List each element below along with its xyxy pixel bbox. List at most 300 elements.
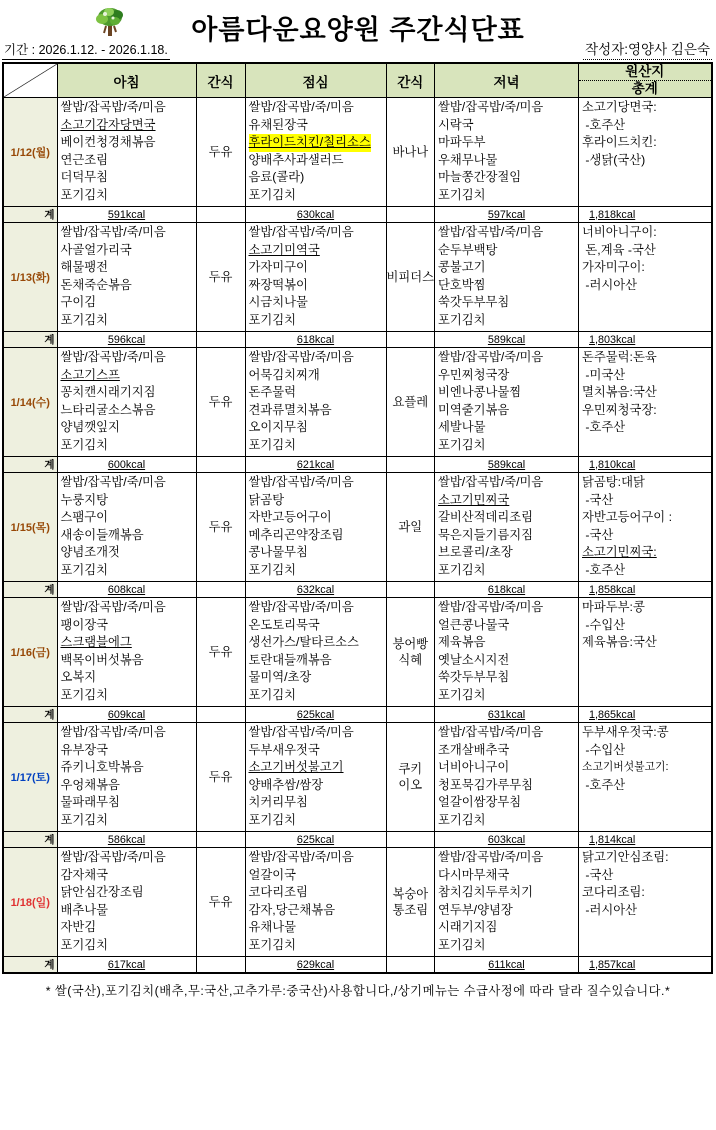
menu-line: 우채무나물 [438, 152, 498, 167]
origin-cell [579, 348, 712, 457]
menu-line: 감자채국 [60, 867, 109, 882]
menu-line: 양배추쌈/쌈장 [248, 777, 324, 792]
menu-line: 닭곰탕:대닭 [582, 475, 645, 489]
menu-line: 포기김치 [60, 687, 109, 702]
menu-line: -미국산 [582, 367, 626, 382]
menu-line: 스크램블에그 [60, 635, 132, 650]
total-kcal: 1,865kcal [579, 707, 712, 723]
dinner-menu [435, 98, 579, 207]
menu-line: 코다리조림: [582, 885, 645, 900]
snack2-cell [386, 598, 435, 707]
sum-row-sat [3, 832, 712, 848]
menu-line: 코다리조림 [248, 885, 308, 900]
menu-line: -호주산 [582, 777, 626, 792]
sum-label: 계 [3, 457, 57, 473]
menu-line: 너비아니구이: [582, 225, 657, 239]
menu-line: 양념깻잎지 [60, 420, 120, 435]
menu-line: 양배추사과샐러드 [248, 152, 344, 167]
menu-line: 포기김치 [60, 437, 109, 452]
empty-cell [386, 582, 435, 598]
menu-line: -호주산 [582, 562, 626, 577]
breakfast-kcal: 609kcal [57, 707, 196, 723]
menu-line: 쌀밥/잡곡밥/죽/미음 [60, 850, 166, 864]
date-label: 1/13(화) [10, 272, 50, 284]
menu-line: 돈주물럭 [248, 385, 297, 400]
menu-line: -국산 [582, 867, 614, 882]
lunch-kcal: 625kcal [245, 832, 386, 848]
menu-line: 포기김치 [248, 187, 297, 202]
menu-line: 쌀밥/잡곡밥/죽/미음 [248, 100, 354, 114]
menu-line: 너비아니구이 [438, 760, 510, 775]
table-header-row [3, 63, 712, 98]
menu-line: 쌀밥/잡곡밥/죽/미음 [60, 350, 166, 364]
total-kcal: 1,814kcal [579, 832, 712, 848]
dinner-kcal: 603kcal [435, 832, 579, 848]
menu-line: 자반고등어구이 [248, 510, 332, 525]
menu-line: 마파두부 [438, 135, 486, 150]
date-label: 1/14(수) [10, 397, 50, 409]
menu-line: 두유 [208, 770, 233, 784]
menu-line: 포기김치 [60, 937, 109, 952]
menu-line: 포기김치 [438, 437, 486, 452]
menu-line: -국산 [582, 527, 614, 542]
menu-line: 오이지무침 [248, 420, 308, 435]
menu-line: 물파래무침 [60, 795, 120, 810]
lunch-kcal: 618kcal [245, 332, 386, 348]
snack2-cell [386, 473, 435, 582]
lunch-kcal: 630kcal [245, 207, 386, 223]
menu-line: 소고기감자당면국 [60, 117, 156, 132]
menu-line: 후라이드치킨/칠리소스 [249, 134, 371, 152]
menu-line: 쌀밥/잡곡밥/죽/미음 [60, 600, 166, 614]
date-cell [3, 473, 57, 582]
col-header-breakfast: 아침 [57, 63, 196, 98]
menu-line: 소고기미역국 [248, 242, 320, 257]
menu-line: 제육볶음:국산 [582, 635, 657, 650]
empty-cell [196, 832, 245, 848]
menu-line: 양념조개젓 [60, 545, 120, 560]
menu-table [2, 62, 713, 974]
menu-line: 포기김치 [60, 312, 109, 327]
menu-line: 쑥갓두부무침 [438, 670, 510, 685]
date-label: 1/16(금) [10, 647, 50, 659]
date-label: 1/17(토) [10, 772, 50, 784]
menu-line: 쌀밥/잡곡밥/죽/미음 [60, 225, 166, 239]
menu-line: 순두부백탕 [438, 242, 498, 257]
menu-line: 소고기민찌국: [582, 545, 657, 560]
menu-line: 세발나물 [438, 420, 486, 435]
menu-line: 견과류멸치볶음 [248, 402, 332, 417]
sum-label: 계 [3, 332, 57, 348]
menu-line: 포기김치 [248, 687, 297, 702]
lunch-kcal: 632kcal [245, 582, 386, 598]
lunch-kcal: 629kcal [245, 957, 386, 974]
menu-line: 포기김치 [60, 187, 109, 202]
menu-line: -수입산 [582, 742, 626, 757]
menu-line: 쌀밥/잡곡밥/죽/미음 [438, 725, 544, 739]
dinner-menu [435, 848, 579, 957]
menu-line: 소고기스프 [60, 367, 120, 382]
menu-line: 포기김치 [60, 812, 109, 827]
breakfast-menu [57, 473, 196, 582]
menu-line: 포기김치 [60, 562, 109, 577]
date-label: 1/12(월) [10, 147, 50, 159]
menu-line: 소고기버섯불고기 [248, 760, 344, 775]
menu-line: 쌀밥/잡곡밥/죽/미음 [438, 850, 544, 864]
menu-line: 사골얼가리국 [60, 242, 132, 257]
snack1-cell [196, 98, 245, 207]
menu-line: 돈,계육 -국산 [582, 242, 656, 257]
origin-header-bottom: 총계 [631, 81, 658, 96]
menu-line: 소고기민찌국 [438, 492, 510, 507]
menu-line: 마파두부:콩 [582, 600, 645, 614]
menu-line: 두유 [208, 645, 233, 659]
empty-cell [386, 207, 435, 223]
empty-cell [386, 457, 435, 473]
dinner-kcal: 631kcal [435, 707, 579, 723]
menu-line: 포기김치 [438, 187, 486, 202]
snack1-cell [196, 348, 245, 457]
author-label: 작성자:영양사 김은숙 [583, 38, 712, 60]
menu-line: 쌀밥/잡곡밥/죽/미음 [438, 225, 544, 239]
day-row-tue [3, 223, 712, 332]
menu-line: 팽이장국 [60, 617, 109, 632]
menu-line: 짜장떡볶이 [248, 277, 308, 292]
menu-line: 연근조림 [60, 152, 109, 167]
menu-line: 두유 [208, 520, 233, 534]
menu-line: 얼갈이국 [248, 867, 297, 882]
menu-line: 닭고기안심조림: [582, 850, 669, 864]
menu-line: 가자미구이 [248, 260, 308, 275]
snack1-cell [196, 598, 245, 707]
menu-line: -호주산 [582, 117, 626, 132]
menu-line: 옛날소시지전 [438, 652, 510, 667]
dinner-kcal: 618kcal [435, 582, 579, 598]
menu-line: 갈비산적데리조림 [438, 510, 534, 525]
menu-line: 감자,당근채볶음 [248, 902, 336, 917]
footer-note: * 쌀(국산),포기김치(배추,무:국산,고추가루:중국산)사용합니다,/상기메뉴는 수급사정에 따라 달라 질수있습니다.* [45, 984, 671, 998]
lunch-kcal: 625kcal [245, 707, 386, 723]
snack1-cell [196, 473, 245, 582]
breakfast-menu [57, 98, 196, 207]
menu-line: 포기김치 [248, 437, 297, 452]
day-row-fri [3, 598, 712, 707]
menu-line: 두부새우젓국 [248, 742, 320, 757]
date-cell [3, 223, 57, 332]
menu-line: 더덕무침 [60, 170, 109, 185]
menu-line: -국산 [582, 492, 614, 507]
dinner-kcal: 611kcal [435, 957, 579, 974]
empty-cell [386, 332, 435, 348]
col-header-snack2: 간식 [386, 63, 435, 98]
day-row-sat [3, 723, 712, 832]
menu-line: 쌀밥/잡곡밥/죽/미음 [248, 600, 354, 614]
lunch-menu [245, 848, 386, 957]
breakfast-menu [57, 223, 196, 332]
menu-line: 포기김치 [438, 687, 486, 702]
breakfast-kcal: 591kcal [57, 207, 196, 223]
menu-line: 쌀밥/잡곡밥/죽/미음 [60, 725, 166, 739]
menu-line: 쌀밥/잡곡밥/죽/미음 [60, 100, 166, 114]
menu-line: -호주산 [582, 420, 626, 435]
page-title: 아름다운요양원 주간식단표 [191, 15, 525, 45]
menu-line: 포기김치 [438, 562, 486, 577]
menu-line: 닭안심간장조림 [60, 885, 144, 900]
empty-cell [386, 707, 435, 723]
menu-line: 포기김치 [248, 312, 297, 327]
menu-line: 시락국 [438, 117, 474, 132]
menu-line: 쌀밥/잡곡밥/죽/미음 [248, 350, 354, 364]
menu-line: 통조림 [392, 903, 429, 917]
menu-line: 단호박찜 [438, 277, 486, 292]
menu-line: 요플레 [392, 395, 429, 409]
sum-label: 계 [3, 207, 57, 223]
menu-line: 배추나물 [60, 902, 109, 917]
snack2-cell [386, 848, 435, 957]
menu-line: 조개살배추국 [438, 742, 510, 757]
menu-line: 다시마무채국 [438, 867, 510, 882]
col-header-dinner: 저녁 [435, 63, 579, 98]
sum-label: 계 [3, 582, 57, 598]
menu-line: 마늘쫑간장절임 [438, 170, 522, 185]
dinner-menu [435, 723, 579, 832]
menu-line: 우엉채볶음 [60, 777, 120, 792]
menu-line: 포기김치 [248, 812, 297, 827]
date-cell [3, 348, 57, 457]
dinner-kcal: 589kcal [435, 457, 579, 473]
menu-line: 백목이버섯볶음 [60, 652, 144, 667]
snack1-cell [196, 223, 245, 332]
breakfast-menu [57, 848, 196, 957]
menu-line: 포기김치 [438, 812, 486, 827]
sum-label: 계 [3, 832, 57, 848]
menu-line: 음료(콜라) [248, 170, 305, 185]
breakfast-kcal: 586kcal [57, 832, 196, 848]
menu-line: 묵은지들기름지짐 [438, 527, 534, 542]
dinner-menu [435, 598, 579, 707]
breakfast-kcal: 608kcal [57, 582, 196, 598]
day-row-thu [3, 473, 712, 582]
menu-line: 시금치나물 [248, 295, 308, 310]
col-header-origin [579, 63, 712, 98]
menu-line: 오복지 [60, 670, 97, 685]
menu-line: 과일 [398, 520, 423, 534]
empty-cell [386, 957, 435, 974]
date-cell [3, 98, 57, 207]
menu-line: 새송이들깨볶음 [60, 527, 144, 542]
date-cell [3, 848, 57, 957]
menu-line: 미역줄기볶음 [438, 402, 510, 417]
total-kcal: 1,803kcal [579, 332, 712, 348]
menu-line: 포기김치 [438, 937, 486, 952]
menu-line: 자반김 [60, 920, 97, 935]
origin-cell [579, 723, 712, 832]
col-header-snack1: 간식 [196, 63, 245, 98]
dinner-kcal: 597kcal [435, 207, 579, 223]
menu-line: 쌀밥/잡곡밥/죽/미음 [248, 225, 354, 239]
total-kcal: 1,818kcal [579, 207, 712, 223]
snack2-cell [386, 723, 435, 832]
menu-line: 소고기당면국: [582, 100, 657, 114]
menu-line: 생선가스/탈타르소스 [248, 635, 359, 650]
menu-line: 두유 [208, 395, 233, 409]
menu-line: 누룽지탕 [60, 492, 109, 507]
menu-line: 구이김 [60, 295, 97, 310]
menu-line: 포기김치 [248, 937, 297, 952]
menu-line: 포기김치 [438, 312, 486, 327]
breakfast-menu [57, 348, 196, 457]
page-header [0, 0, 716, 62]
lunch-menu [245, 348, 386, 457]
menu-line: 어묵김치찌개 [248, 367, 320, 382]
menu-line: 바나나 [392, 145, 429, 159]
breakfast-menu [57, 723, 196, 832]
menu-line: 붕어빵 [392, 637, 429, 651]
date-cell [3, 598, 57, 707]
lunch-menu [245, 598, 386, 707]
menu-line: 쌀밥/잡곡밥/죽/미음 [248, 725, 354, 739]
menu-line: 쿠키 [398, 762, 423, 776]
date-label: 1/15(목) [10, 522, 50, 534]
lunch-kcal: 621kcal [245, 457, 386, 473]
menu-line: 쌀밥/잡곡밥/죽/미음 [248, 850, 354, 864]
menu-line: -생닭(국산) [582, 152, 646, 167]
sum-label: 계 [3, 957, 57, 974]
breakfast-kcal: 617kcal [57, 957, 196, 974]
menu-line: 제육볶음 [438, 635, 486, 650]
sum-row-thu [3, 582, 712, 598]
menu-line: 자반고등어구이 : [582, 510, 673, 525]
menu-line: 베이컨청경채볶음 [60, 135, 156, 150]
period-label: 기간 : 2026.1.12. - 2026.1.18. [2, 40, 170, 60]
total-kcal: 1,858kcal [579, 582, 712, 598]
sum-row-mon [3, 207, 712, 223]
day-row-sun [3, 848, 712, 957]
menu-line: 비엔나콩나물찜 [438, 385, 522, 400]
sum-label: 계 [3, 707, 57, 723]
menu-line: 꽁치캔시래기지짐 [60, 385, 156, 400]
breakfast-kcal: 596kcal [57, 332, 196, 348]
menu-line: 이오 [398, 778, 423, 792]
menu-line: 콩불고기 [438, 260, 486, 275]
menu-line: 쑥갓두부무침 [438, 295, 510, 310]
snack1-cell [196, 723, 245, 832]
menu-line: 돈채죽순볶음 [60, 277, 132, 292]
lunch-menu [245, 223, 386, 332]
menu-line: 두유 [208, 895, 233, 909]
date-cell [3, 723, 57, 832]
breakfast-menu [57, 598, 196, 707]
origin-cell [579, 598, 712, 707]
empty-cell [196, 707, 245, 723]
menu-line: 두부새우젓국:콩 [582, 725, 669, 739]
menu-line: 해물팽전 [60, 260, 109, 275]
snack2-cell [386, 223, 435, 332]
menu-line: 시래기지짐 [438, 920, 498, 935]
menu-line: 복숭아 [392, 887, 429, 901]
lunch-menu [245, 723, 386, 832]
menu-line: -수입산 [582, 617, 626, 632]
col-header-lunch: 점심 [245, 63, 386, 98]
menu-line: 두유 [208, 270, 233, 284]
menu-line: 소고기버섯불고기: [582, 761, 669, 774]
date-label: 1/18(일) [10, 897, 50, 909]
menu-line: -러시아산 [582, 902, 638, 917]
total-kcal: 1,857kcal [579, 957, 712, 974]
menu-line: 메추리곤약장조림 [248, 527, 344, 542]
menu-line: 치커리무침 [248, 795, 308, 810]
empty-cell [196, 457, 245, 473]
day-row-mon [3, 98, 712, 207]
origin-cell [579, 223, 712, 332]
menu-line: 브로콜리/초장 [438, 545, 513, 560]
menu-line: 닭곰탕 [248, 492, 285, 507]
snack2-cell [386, 98, 435, 207]
menu-line: 쌀밥/잡곡밥/죽/미음 [438, 100, 544, 114]
menu-line: 유채된장국 [248, 117, 308, 132]
origin-cell [579, 848, 712, 957]
day-row-wed [3, 348, 712, 457]
menu-line: -러시아산 [582, 277, 638, 292]
dinner-menu [435, 348, 579, 457]
snack2-cell [386, 348, 435, 457]
menu-line: 우민찌청국장 [438, 367, 510, 382]
menu-line: 쌀밥/잡곡밥/죽/미음 [438, 600, 544, 614]
empty-cell [196, 957, 245, 974]
menu-line: 토란대들깨볶음 [248, 652, 332, 667]
menu-line: 청포묵김가루무침 [438, 777, 534, 792]
dinner-menu [435, 223, 579, 332]
snack1-cell [196, 848, 245, 957]
menu-line: 후라이드치킨: [582, 135, 657, 150]
breakfast-kcal: 600kcal [57, 457, 196, 473]
sum-row-wed [3, 457, 712, 473]
menu-line: 스팸구이 [60, 510, 109, 525]
menu-line: 온도토리묵국 [248, 617, 320, 632]
empty-cell [196, 332, 245, 348]
empty-cell [196, 582, 245, 598]
menu-line: 가자미구이: [582, 260, 645, 275]
origin-cell [579, 98, 712, 207]
menu-line: 연두부/양념장 [438, 902, 513, 917]
menu-line: 비피더스 [386, 270, 435, 284]
menu-line: 물미역/초장 [248, 670, 312, 685]
menu-line: 느타리굴소스볶음 [60, 402, 156, 417]
menu-line: 유부장국 [60, 742, 109, 757]
lunch-menu [245, 98, 386, 207]
sum-row-sun [3, 957, 712, 974]
empty-cell [386, 832, 435, 848]
menu-line: 쌀밥/잡곡밥/죽/미음 [438, 475, 544, 489]
lunch-menu [245, 473, 386, 582]
menu-line: 돈주물럭:돈육 [582, 350, 657, 364]
menu-line: 우민찌청국장: [582, 402, 657, 417]
menu-line: 쌀밥/잡곡밥/죽/미음 [60, 475, 166, 489]
menu-line: 쌀밥/잡곡밥/죽/미음 [248, 475, 354, 489]
menu-line: 콩나물무침 [248, 545, 308, 560]
sum-row-tue [3, 332, 712, 348]
menu-line: 쌀밥/잡곡밥/죽/미음 [438, 350, 544, 364]
menu-line: 얼큰콩나물국 [438, 617, 510, 632]
empty-cell [196, 207, 245, 223]
subheader-row [2, 38, 712, 60]
sum-row-fri [3, 707, 712, 723]
total-kcal: 1,810kcal [579, 457, 712, 473]
menu-line: 식혜 [398, 653, 423, 667]
menu-line: 멸치볶음:국산 [582, 385, 657, 400]
corner-diagonal-cell [3, 63, 57, 98]
menu-line: 포기김치 [248, 562, 297, 577]
